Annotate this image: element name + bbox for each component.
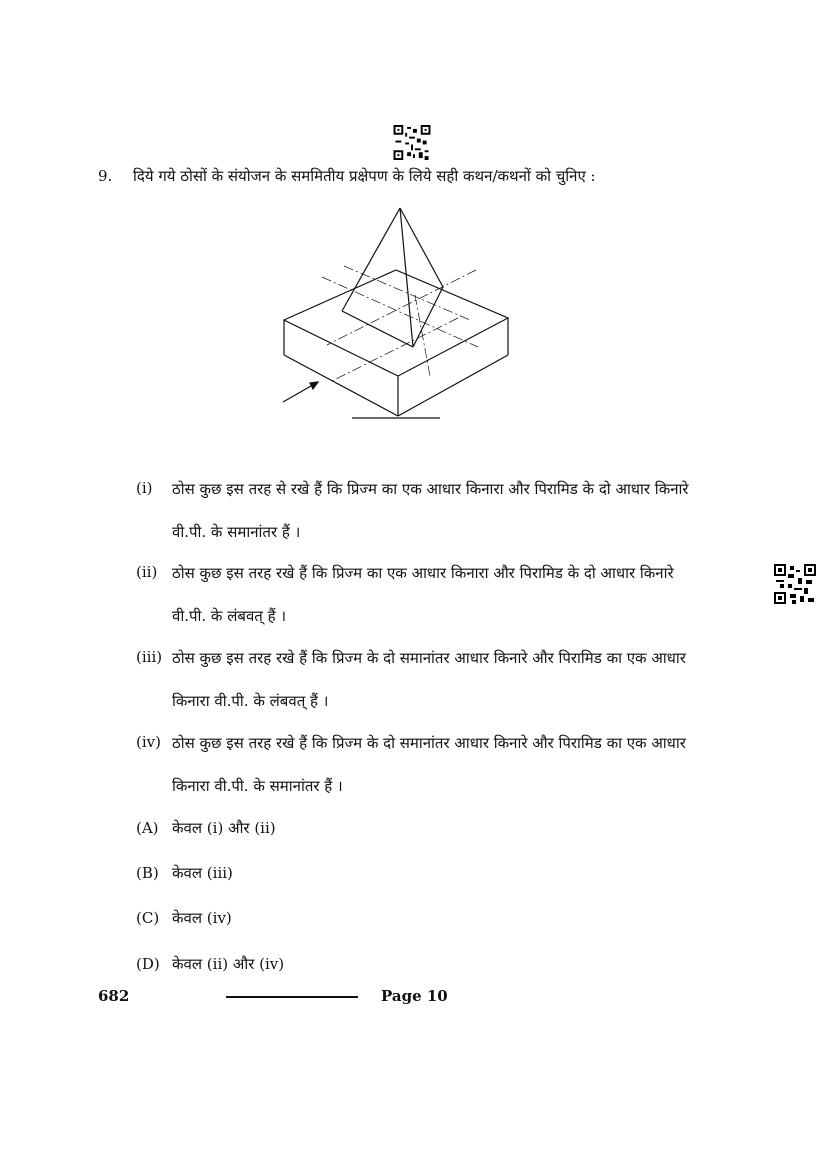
statement-number: (ii) xyxy=(136,563,158,581)
statement-number: (iii) xyxy=(136,648,163,666)
qr-code-side xyxy=(774,564,816,604)
option-c[interactable] xyxy=(136,908,232,928)
option-a[interactable] xyxy=(136,818,276,838)
question-text: दिये गये ठोसों के संयोजन के सममितीय प्रक्षेपण के लिये सही कथन/कथनों को चुनिए : xyxy=(133,167,596,185)
statement-text-line1: ठोस कुछ इस तरह रखे हैं कि प्रिज्म का एक आधार किनारा और पिरामिड के दो आधार किनारे xyxy=(172,564,674,582)
statement-text-line2: किनारा वी.पी. के समानांतर हैं । xyxy=(172,777,343,795)
qr-code-top xyxy=(393,125,431,160)
option-b[interactable] xyxy=(136,863,233,883)
option-text: केवल (ii) और (iv) xyxy=(172,955,285,973)
statement-text-line1: ठोस कुछ इस तरह से रखे हैं कि प्रिज्म का एक आधार किनारा और पिरामिड के दो आधार किनारे xyxy=(172,480,689,498)
footer-divider xyxy=(226,996,358,998)
statement-text-line1: ठोस कुछ इस तरह रखे हैं कि प्रिज्म के दो समानांतर आधार किनारे और पिरामिड का एक आधार xyxy=(172,649,686,667)
option-label: (A) xyxy=(136,819,159,837)
statement-text-line1: ठोस कुछ इस तरह रखे हैं कि प्रिज्म के दो समानांतर आधार किनारे और पिरामिड का एक आधार xyxy=(172,734,686,752)
option-text: केवल (i) और (ii) xyxy=(172,819,276,837)
question-number: 9. xyxy=(98,167,113,185)
prism-top-face xyxy=(284,270,508,376)
option-d[interactable] xyxy=(136,954,284,974)
statement-number: (i) xyxy=(136,479,153,497)
statement-text-line2: वी.पी. के समानांतर हैं । xyxy=(172,523,301,541)
paper-code: 682 xyxy=(98,987,130,1005)
statement-text-line2: किनारा वी.पी. के लंबवत् हैं । xyxy=(172,692,329,710)
option-label: (B) xyxy=(136,864,159,882)
isometric-figure-diagram xyxy=(270,200,530,430)
option-text: केवल (iv) xyxy=(172,909,232,927)
option-label: (C) xyxy=(136,909,160,927)
statement-number: (iv) xyxy=(136,733,161,751)
option-text: केवल (iii) xyxy=(172,864,233,882)
option-label: (D) xyxy=(136,955,160,973)
page-number: Page 10 xyxy=(381,987,448,1005)
statement-text-line2: वी.पी. के लंबवत् हैं । xyxy=(172,607,287,625)
